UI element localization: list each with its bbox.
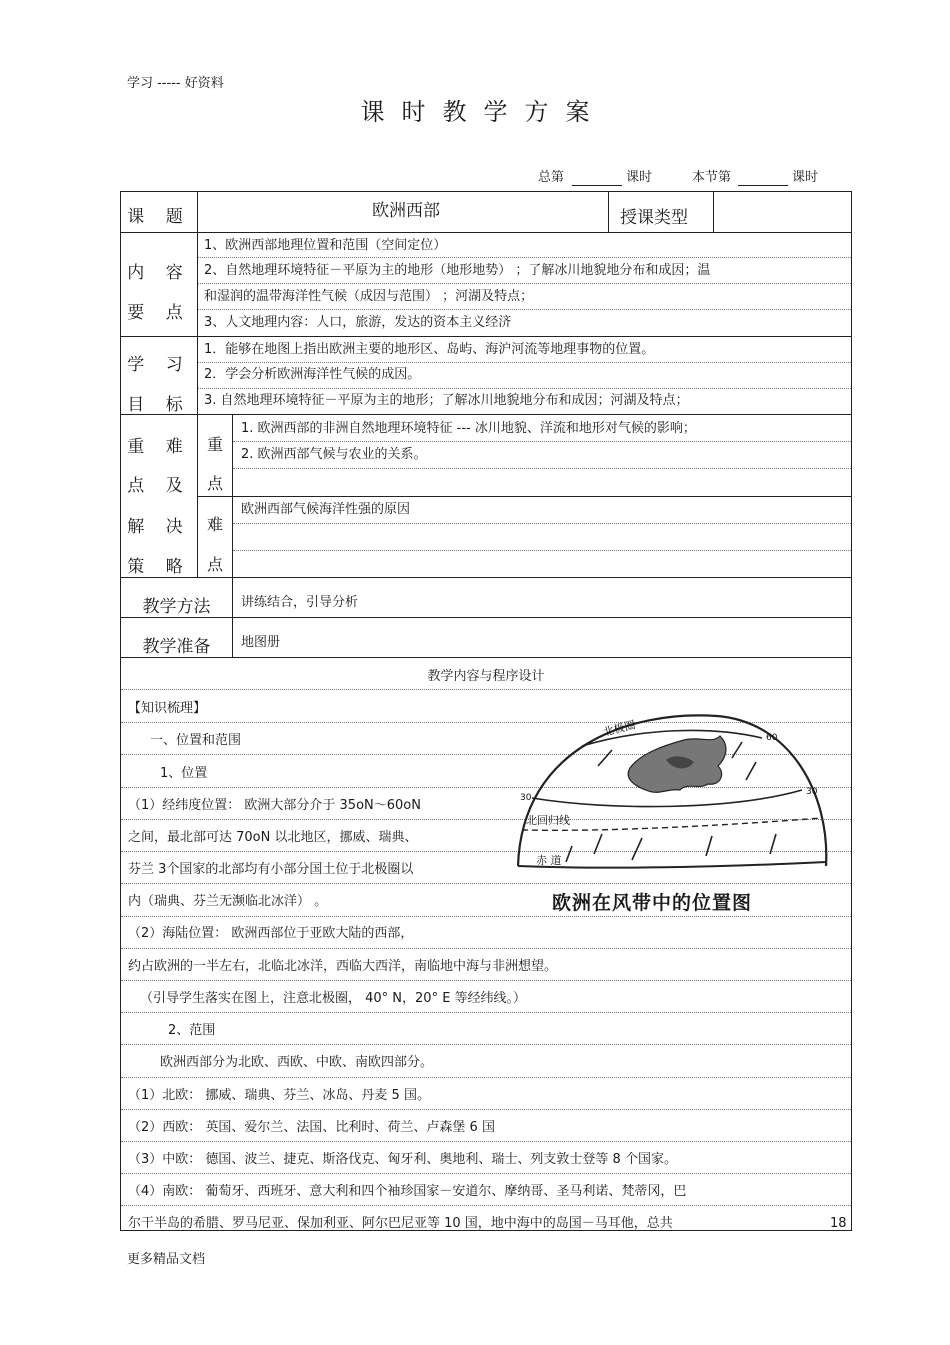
equator-label: 赤 道: [536, 854, 562, 867]
prep-value: 地图册: [241, 635, 281, 650]
table-border-right: [851, 191, 852, 1231]
dotted-rule: [121, 1044, 851, 1045]
figure-caption: 欧洲在风带中的位置图: [552, 892, 753, 914]
col-divider: [608, 191, 609, 233]
content-label-line1: 内 容: [127, 263, 191, 283]
difficult-point-item: 欧洲西部气候海洋性强的原因: [241, 502, 411, 517]
section-lesson-blank: [738, 185, 788, 186]
lesson-label-2: 课时: [792, 170, 819, 185]
region-item: （2）西欧： 英国、爱尔兰、法国、比利时、荷兰、卢森堡 6 国: [128, 1120, 495, 1135]
key-strategy-label-line3: 解 决: [127, 517, 191, 537]
subsection-heading: 1、位置: [160, 766, 208, 781]
arctic-circle-label: 北极圈: [601, 718, 637, 739]
knowledge-heading: 【知识梳理】: [128, 701, 207, 716]
goal-label-line2: 目 标: [127, 395, 191, 415]
section-heading: 一、位置和范围: [150, 733, 242, 748]
key-point-item: 1. 欧洲西部的非洲自然地理环境特征 --- 冰川地貌、洋流和地形对气候的影响；: [241, 421, 696, 436]
dotted-rule: [121, 1205, 851, 1206]
section-lesson-label: 本节第: [692, 170, 732, 185]
body-line: 约占欧洲的一半左右，北临北冰洋，西临大西洋，南临地中海与非洲想望。: [128, 959, 558, 974]
row-divider: [120, 577, 852, 578]
latitude-30-right-tick: 30: [806, 787, 818, 797]
body-line: （2）海陆位置： 欧洲西部位于亚欧大陆的西部，: [128, 926, 414, 941]
content-label-line2: 要 点: [127, 303, 191, 323]
row-divider: [198, 496, 852, 497]
method-value: 讲练结合，引导分析: [241, 595, 359, 610]
content-point: 3、人文地理内容：人口，旅游，发达的资本主义经济: [204, 315, 512, 330]
difficult-point-label-2: 点: [206, 555, 223, 574]
dotted-rule: [233, 468, 851, 469]
total-lesson-label: 总第: [538, 170, 565, 185]
body-line: 欧洲西部分为北欧、西欧、中欧、南欧四部分。: [160, 1055, 434, 1070]
dotted-rule: [121, 1012, 851, 1013]
body-line: 之间，最北部可达 70oN 以北地区，挪威、瑞典、: [128, 830, 418, 845]
wind-belt-map-drawing: [512, 706, 842, 916]
topic-value: 欧洲西部: [372, 201, 440, 221]
dotted-rule: [121, 1077, 851, 1078]
goal-item: 1．能够在地图上指出欧洲主要的地形区、岛屿、海沪河流等地理事物的位置。: [204, 342, 655, 357]
total-lesson-blank: [572, 185, 622, 186]
region-item: （1）北欧： 挪威、瑞典、芬兰、冰岛、丹麦 5 国。: [128, 1088, 430, 1103]
row-divider: [120, 336, 852, 337]
page-title: 课时教学方案: [360, 98, 607, 126]
row-divider: [120, 414, 852, 415]
key-strategy-label-line4: 策 略: [127, 557, 191, 577]
body-line: （1）经纬度位置： 欧洲大部分介于 35oN～60oN: [128, 798, 421, 813]
dotted-rule: [198, 309, 851, 310]
row-divider: [120, 657, 852, 658]
dotted-rule: [233, 441, 851, 442]
row-divider: [120, 232, 852, 233]
col-divider: [232, 414, 233, 658]
body-line: 尔干半岛的希腊、罗马尼亚、保加利亚、阿尔巴尼亚等 10 国，地中海中的岛国－马耳他，总共: [128, 1216, 673, 1231]
key-point-label-2: 点: [206, 474, 223, 493]
trailing-number: 18: [830, 1216, 847, 1231]
dotted-rule: [233, 523, 851, 524]
region-item: （4）南欧： 葡萄牙、西班牙、意大利和四个袖珍国家－安道尔、摩纳哥、圣马利诺、梵蒂冈，巴: [128, 1184, 687, 1199]
method-label: 教学方法: [142, 597, 211, 617]
table-border-top: [120, 191, 852, 192]
dotted-rule: [121, 1109, 851, 1110]
dotted-rule: [121, 980, 851, 981]
dotted-rule: [121, 948, 851, 949]
row-divider: [120, 617, 852, 618]
latitude-60-tick: 60: [766, 733, 778, 743]
body-line: （引导学生落实在图上，注意北极圈， 40° N，20° E 等经纬线。）: [140, 991, 527, 1006]
dotted-rule: [121, 1141, 851, 1142]
goal-item: 2．学会分析欧洲海洋性气候的成因。: [204, 367, 421, 382]
key-strategy-label-line1: 重 难: [127, 437, 191, 457]
tropic-label: 北回归线: [526, 814, 570, 827]
lesson-label-1: 课时: [626, 170, 653, 185]
key-point-item: 2. 欧洲西部气候与农业的关系。: [241, 447, 427, 462]
dotted-rule: [198, 388, 851, 389]
dotted-rule: [198, 257, 851, 258]
region-item: （3）中欧： 德国、波兰、捷克、斯洛伐克、匈牙利、奥地利、瑞士、列支敦士登等 8 个国家。: [128, 1152, 677, 1167]
key-strategy-label-line2: 点 及: [127, 476, 191, 496]
col-divider: [713, 191, 714, 233]
subsection-heading: 2、范围: [168, 1023, 216, 1038]
dotted-rule: [121, 916, 851, 917]
dotted-rule: [198, 362, 851, 363]
page-header: 学习 ----- 好资料: [127, 76, 224, 91]
goal-item: 3. 自然地理环境特征－平原为主的地形；了解冰川地貌地分布和成因；河湖及特点；: [204, 393, 689, 408]
dotted-rule: [233, 550, 851, 551]
content-point: 2、自然地理环境特征－平原为主的地形（地形地势） ；了解冰川地貌地分布和成因；温: [204, 263, 711, 278]
dotted-rule: [121, 1173, 851, 1174]
latitude-30-left-tick: 30: [520, 793, 532, 803]
body-line: 芬兰 3个国家的北部均有小部分国土位于北极圈以: [128, 862, 414, 877]
key-point-label-1: 重: [206, 435, 223, 454]
lesson-type-label: 授课类型: [620, 208, 688, 228]
difficult-point-label-1: 难: [206, 515, 223, 534]
content-point: 和湿润的温带海洋性气候（成因与范围） ；河湖及特点；: [204, 289, 534, 304]
design-section-header: 教学内容与程序设计: [427, 669, 545, 684]
topic-label: 课 题: [127, 207, 191, 227]
dotted-rule: [198, 283, 851, 284]
prep-label: 教学准备: [142, 637, 211, 657]
body-line: 内（瑞典、芬兰无濒临北冰洋） 。: [128, 894, 328, 909]
wind-belt-map: [512, 706, 842, 916]
table-border-left: [120, 191, 121, 1231]
content-point: 1、欧洲西部地理位置和范围（空间定位）: [204, 238, 447, 253]
dotted-rule: [121, 689, 851, 690]
goal-label-line1: 学 习: [127, 355, 191, 375]
page-footer: 更多精品文档: [127, 1252, 206, 1267]
